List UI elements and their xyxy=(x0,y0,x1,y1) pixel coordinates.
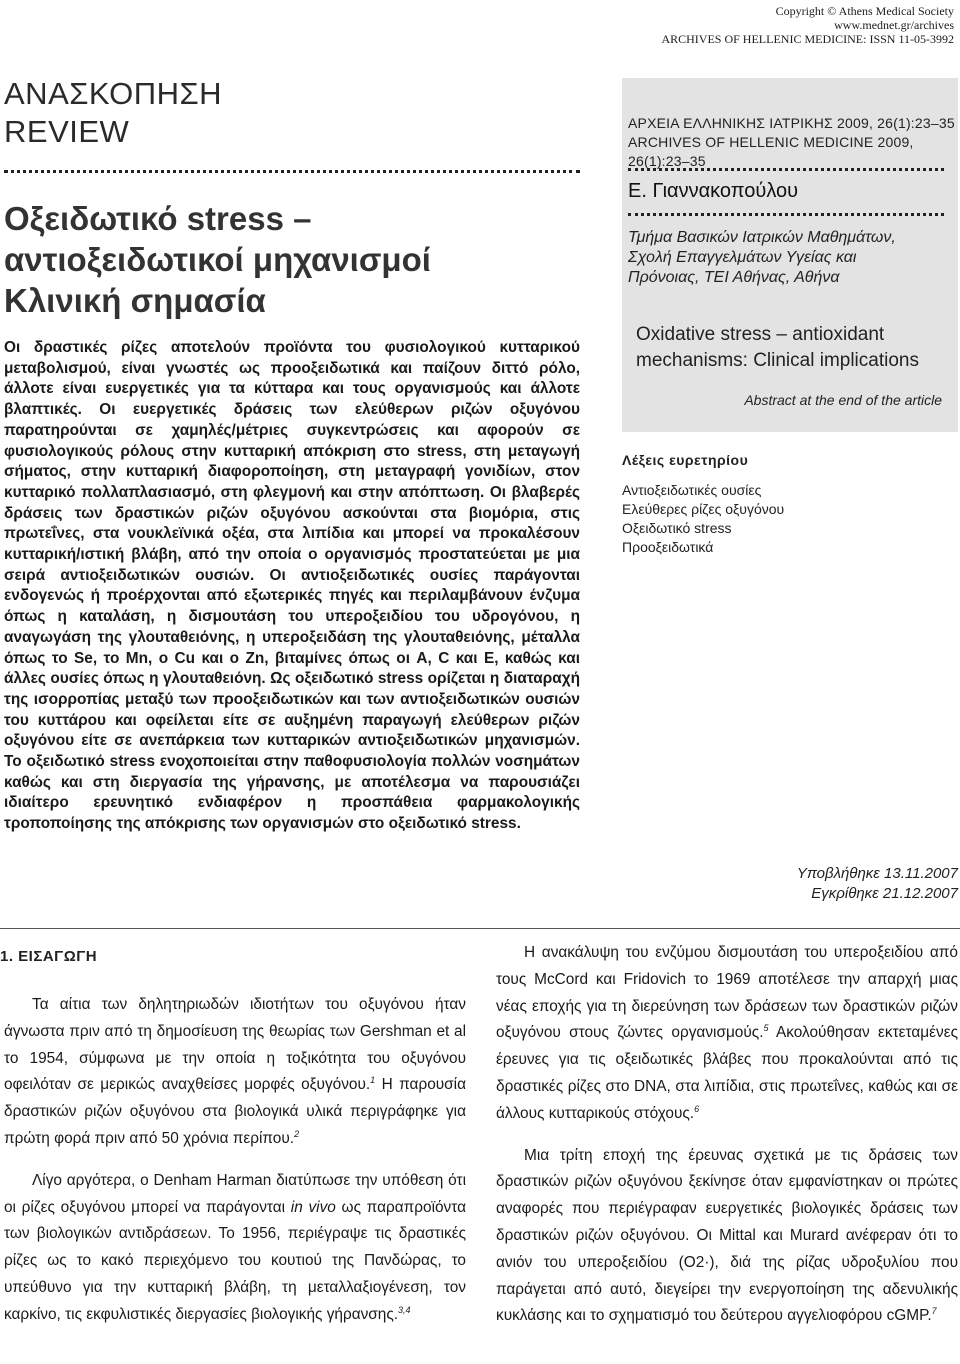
reference-marker[interactable]: 3,4 xyxy=(398,1304,411,1315)
abstract-note: Abstract at the end of the article xyxy=(744,392,942,408)
affiliation-line: Τμήμα Βασικών Ιατρικών Μαθημάτων, xyxy=(628,229,896,246)
keyword-item: Προοξειδωτικά xyxy=(622,539,714,555)
category-english: REVIEW xyxy=(4,114,130,149)
author-name: Ε. Γιαννακοπούλου xyxy=(628,180,799,202)
submitted-date: Υποβλήθηκε 13.11.2007 xyxy=(796,865,958,882)
journal-citation-english: ARCHIVES OF HELLENIC MEDICINE 2009, 26(1):23–35 xyxy=(628,134,914,169)
journal-citation xyxy=(628,114,960,171)
paragraph-text: Η παρουσία δραστικών ριζών οξυγόνου στα βιολογικά υλικά περιγράφηκε για πρώτη φορά πριν από 50 χρόνια περίπου. xyxy=(4,1076,467,1147)
paragraph-text: Τα αίτια των δηλητηριωδών ιδιοτήτων του οξυγόνου ήταν άγνωστα πριν από τη δημοσίευση της θεωρίας των Gershman et al το 1954, σύμφωνα με την οποία η τοξικότητα του οξυγόνου οφειλόταν σε μερικώς αναχθείσες μορφές οξυγόνου. xyxy=(4,996,466,1094)
copyright-block xyxy=(661,4,954,46)
copyright-text: Copyright © Athens Medical Society xyxy=(775,4,954,18)
reference-marker[interactable]: 5 xyxy=(763,1023,769,1034)
dotted-divider xyxy=(4,170,580,173)
reference-marker[interactable]: 7 xyxy=(931,1306,937,1317)
affiliation-line: Σχολή Επαγγελμάτων Υγείας και xyxy=(628,249,857,266)
abstract-sentence-1: Οι δραστικές ρίζες αποτελούν προϊόντα του φυσιολογικού κυτταρικού μεταβολισμού, είναι γνωστές ως προοξειδωτικά και παίζουν διττό ρόλο, άλλοτε είναι ευεργετικές για τα κύτταρα και τους οργανισμούς και άλλοτε βλαπτικές. xyxy=(4,339,580,419)
title-line-3: Κλινική σημασία xyxy=(4,282,266,319)
article-title xyxy=(4,198,431,321)
keyword-item: Οξειδωτικό stress xyxy=(622,520,732,536)
paragraph-text: Ακολούθησαν εκτεταμένες έρευνες για τις οξειδωτικές βλάβες που προκαλούνται από τις δραστικές ρίζες στο DNA, στα λιπίδια, στις πρωτεΐνες, καθώς και σε άλλους κυτταρικούς στόχους. xyxy=(496,1024,958,1122)
superoxide-formula: O2· xyxy=(683,1253,710,1271)
keywords-title: Λέξεις ευρετηρίου xyxy=(622,452,749,468)
english-title xyxy=(636,322,919,374)
keyword-item: Αντιοξειδωτικές ουσίες xyxy=(622,482,762,498)
reference-marker[interactable]: 1 xyxy=(370,1075,376,1086)
reference-marker[interactable]: 2 xyxy=(294,1128,300,1139)
abstract-body: Οι ευεργετικές δράσεις των ελεύθερων ριζών οξυγόνου παρατηρούνται σε χαμηλές/μέτριες συγκεντρώσεις και αφορούν σε φυσιολογικούς ρόλους στην κυτταρική απόκριση στο stress, στη μεταγωγή σήματος, στην κυτταρική διαφοροποίηση, στη μεταγραφή γονιδίων, στον κυτταρικό πολλαπλασιασμό, στη φλεγμονή και στην απόπτωση. Οι βλαβερές δράσεις των δραστικών ριζών οξυγόνου ασκούνται στα βιομόρια, στις πρωτεΐνες, στα νουκλεϊνικά οξέα, στα λιπίδια και μπορεί να προκαλέσουν κυτταρική/ιστική βλάβη, από την οποία ο οργανισμός προστατεύεται με μια σειρά αντιοξειδωτικών ουσιών. Οι αντιοξειδωτικές ουσίες παράγονται ενδογενώς ή προέρχονται από εξωτερικές πηγές και περιλαμβάνουν ένζυμα όπως η καταλάση, η δισμουτάση του υπεροξειδίου του υδρογόνου, η αναγωγάση της γλουταθειόνης, η υπεροξειδάση της γλουταθειόνης, μέταλλα όπως το Se, το Mn, ο Cu και ο Zn, βιταμίνες όπως οι A, C και E, καθώς και άλλες ουσίες όπως η γλουταθειόνη. Ως οξειδωτικό stress ορίζεται η διαταραχή της ισορροπίας μεταξύ των προοξειδωτικών και των αντιοξειδωτικών ουσιών του κυττάρου και οφείλεται είτε σε αυξημένη παραγωγή ελεύθερων ριζών οξυγόνου είτε σε ανεπάρκεια των κυτταρικών αντιοξειδωτικών μηχανισμών. Το οξειδωτικό stress ενοχοποιείται στην παθοφυσιολογία πολλών νοσημάτων καθώς και στη διεργασία της γήρανσης, με αποτέλεσμα να παρουσιάζει ιδιαίτερο ερευνητικό ενδιαφέρον η προσπάθεια φαρμακολογικής τροποποίησης της απόκρισης των οργανισμών στο οξειδωτικό stress. xyxy=(4,401,581,833)
sidebar-dotted-divider-2 xyxy=(628,213,944,216)
affiliation-line: Πρόνοιας, ΤΕΙ Αθήνας, Αθήνα xyxy=(628,269,840,286)
paragraph-text: Μια τρίτη εποχή της έρευνας σχετικά με τις δράσεις των δραστικών ριζών οξυγόνου ξεκίνησε όταν εμφανίστηκαν οι πρώτες αναφορές που περιέγραφαν ευεργετικές βιολογικές δράσεις των δραστικών ριζών οξυγόνου. Οι Mittal και Murard ανέφεραν ότι το ανιόν του υπεροξειδίου ( xyxy=(496,1146,958,1271)
body-column-left xyxy=(4,992,466,1329)
title-line-2: αντιοξειδωτικοί μηχανισμοί xyxy=(4,241,431,278)
keywords-list xyxy=(622,481,784,557)
category-greek: ΑΝΑΣΚΟΠΗΣΗ xyxy=(4,76,223,111)
keyword-item: Ελεύθερες ρίζες οξυγόνου xyxy=(622,501,785,517)
body-paragraph xyxy=(496,940,958,1128)
english-title-line: Oxidative stress – antioxidant xyxy=(636,324,885,345)
article-dates xyxy=(797,864,958,904)
paragraph-text: Η ανακάλυψη του ενζύμου δισμουτάση του υπεροξειδίου από τους McCord και Fridovich το 1969 αποτέλεσε την απαρχή μιας νέας εποχής για τη διερεύνηση των δράσεων των δραστικών ριζών οξυγόνου στους ζώντες οργανισμούς. xyxy=(496,944,958,1042)
body-paragraph xyxy=(4,1168,466,1329)
issn-text: ARCHIVES OF HELLENIC MEDICINE: ISSN 11-05-3992 xyxy=(661,32,954,46)
body-paragraph xyxy=(496,1143,958,1331)
accepted-date: Εγκρίθηκε 21.12.2007 xyxy=(811,885,958,902)
section-heading: 1. ΕΙΣΑΓΩΓΗ xyxy=(0,948,98,965)
body-column-right xyxy=(496,940,958,1330)
journal-url[interactable]: www.mednet.gr/archives xyxy=(834,18,954,32)
journal-citation-greek: ΑΡΧΕΙΑ ΕΛΛΗΝΙΚΗΣ ΙΑΤΡΙΚΗΣ 2009, 26(1):23–35 xyxy=(628,115,955,131)
sidebar-dotted-divider xyxy=(628,168,944,171)
section-divider xyxy=(0,928,960,929)
body-paragraph xyxy=(4,992,466,1153)
paragraph-text: ως παραπροϊόντα των βιολογικών αντιδράσεων. Το 1956, περιέγραψε τις δραστικές ρίζες ως το κακό περιεχόμενο του κουτιού της Πανδώρας, το υπεύθυνο για την κυτταρική βλάβη, τη μεταλλαξιογένεση, τον καρκίνο, τις εκφυλιστικές διεργασίες βιολογικής γήρανσης. xyxy=(4,1198,467,1323)
paragraph-text: ), διά της ρίζας υδροξυλίου που παράγεται από αυτό, διεγείρει την ενεργοποίηση της αδενυλικής κυκλάσης και το σχηματισμό του δεύτερου αγγελιοφόρου cGMP. xyxy=(496,1253,959,1325)
title-line-1: Οξειδωτικό stress – xyxy=(4,200,312,237)
abstract xyxy=(4,338,580,835)
english-title-line: mechanisms: Clinical implications xyxy=(636,350,919,371)
paragraph-text: Λίγο αργότερα, ο Denham Harman διατύπωσε την υπόθεση ότι οι ρίζες οξυγόνου μπορεί να παράγονται xyxy=(4,1171,466,1216)
reference-marker[interactable]: 6 xyxy=(694,1103,700,1114)
italic-term: in vivo xyxy=(290,1198,336,1216)
author-affiliation xyxy=(628,228,896,288)
